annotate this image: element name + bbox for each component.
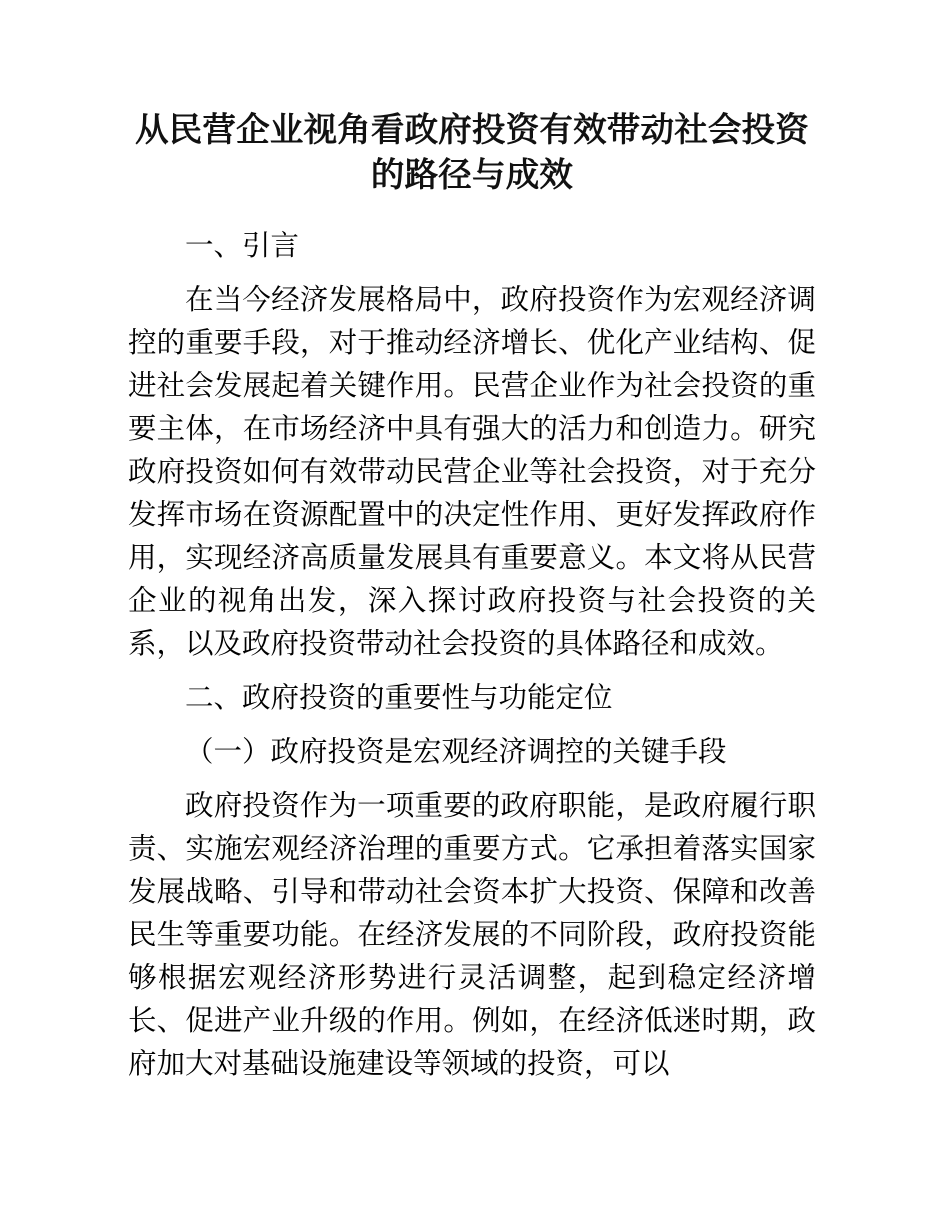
- paragraph-introduction: 在当今经济发展格局中，政府投资作为宏观经济调控的重要手段，对于推动经济增长、优化产业结构、促进社会发展起着关键作用。民营企业作为社会投资的重要主体，在市场经济中具有强大的活力和创造力。研究政府投资如何有效带动民营企业等社会投资，对于充分发挥市场在资源配置中的决定性作用、更好发挥政府作用，实现经济高质量发展具有重要意义。本文将从民营企业的视角出发，深入探讨政府投资与社会投资的关系，以及政府投资带动社会投资的具体路径和成效。: [128, 284, 816, 660]
- spacer: [128, 268, 816, 279]
- spacer: [128, 198, 816, 225]
- document-content: [128, 108, 816, 1086]
- spacer: [128, 720, 816, 731]
- spacer: [128, 666, 816, 677]
- subsection-heading-macro-control: （一）政府投资是宏观经济调控的关键手段: [185, 736, 727, 768]
- section-heading-introduction: 一、引言: [185, 230, 300, 262]
- section-heading-importance: 二、政府投资的重要性与功能定位: [185, 682, 613, 714]
- page-title: 从民营企业视角看政府投资有效带动社会投资的路径与成效: [135, 112, 809, 194]
- paragraph-macro-control: 政府投资作为一项重要的政府职能，是政府履行职责、实施宏观经济治理的重要方式。它承担着落实国家发展战略、引导和带动社会资本扩大投资、保障和改善民生等重要功能。在经济发展的不同阶段，政府投资能够根据宏观经济形势进行灵活调整，起到稳定经济增长、促进产业升级的作用。例如，在经济低迷时期，政府加大对基础设施建设等领域的投资，可以: [128, 790, 816, 1080]
- spacer: [128, 774, 816, 785]
